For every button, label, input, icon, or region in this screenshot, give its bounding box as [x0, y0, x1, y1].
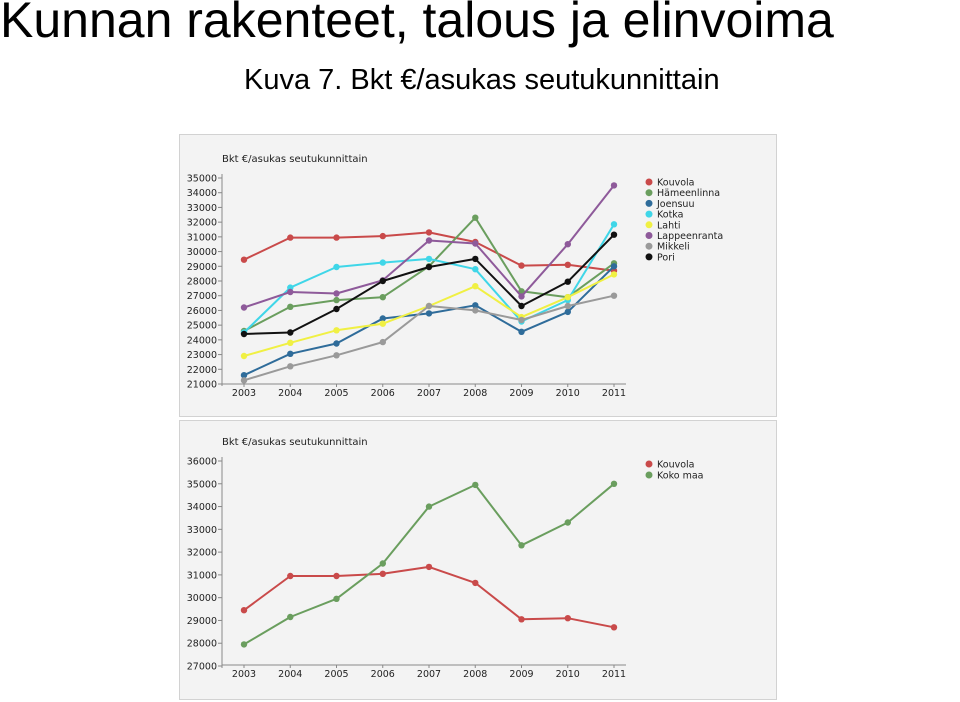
data-point-lahti	[565, 294, 571, 300]
x-tick-label: 2009	[509, 669, 534, 680]
data-point-pori	[287, 329, 293, 335]
x-tick-label: 2007	[416, 388, 442, 399]
y-tick-label: 26000	[186, 305, 217, 317]
data-point-kouvola	[241, 257, 247, 263]
chart-title-0: Bkt €/asukas seutukunnittain	[222, 154, 368, 165]
data-point-pori	[380, 278, 386, 284]
data-point-joensuu	[287, 351, 293, 357]
data-point-kouvola	[287, 234, 293, 240]
slide-title: Kunnan rakenteet, talous ja elinvoima	[0, 0, 834, 48]
legend-label-kouvola: Kouvola	[657, 459, 695, 471]
x-tick-label: 2003	[231, 388, 257, 399]
data-point-kotka	[611, 221, 617, 227]
data-point-kotka	[472, 266, 478, 272]
data-point-kouvola	[426, 229, 432, 235]
y-tick-label: 21000	[186, 379, 217, 391]
data-point-lappeenranta	[333, 290, 339, 296]
data-point-koko-maa	[241, 641, 247, 647]
data-point-kouvola	[426, 564, 432, 570]
data-point-hameenlinna	[287, 304, 293, 310]
x-tick-label: 2011	[601, 388, 627, 399]
data-point-koko-maa	[518, 542, 524, 548]
legend-label-hameenlinna: Hämeenlinna	[657, 188, 721, 200]
data-point-lahti	[287, 340, 293, 346]
data-point-pori	[241, 331, 247, 337]
data-point-kouvola	[518, 262, 524, 268]
data-point-kouvola	[518, 616, 524, 622]
data-point-kotka	[380, 259, 386, 265]
data-point-joensuu	[426, 310, 432, 316]
legend-marker-mikkeli	[646, 243, 653, 250]
legend-label-koko-maa: Koko maa	[657, 470, 704, 482]
data-point-pori	[333, 306, 339, 312]
y-tick-label: 28000	[186, 276, 217, 288]
legend-marker-pori	[646, 253, 653, 260]
legend-label-kotka: Kotka	[657, 209, 684, 221]
data-point-mikkeli	[380, 339, 386, 345]
data-point-mikkeli	[611, 293, 617, 299]
series-line-lappeenranta	[244, 185, 614, 307]
data-point-koko-maa	[380, 560, 386, 566]
data-point-pori	[518, 303, 524, 309]
data-point-pori	[426, 264, 432, 270]
legend-label-lahti: Lahti	[657, 220, 681, 232]
y-tick-label: 33000	[186, 524, 217, 536]
legend-marker-joensuu	[646, 200, 653, 207]
data-point-hameenlinna	[380, 294, 386, 300]
y-tick-label: 27000	[186, 661, 217, 673]
y-tick-label: 22000	[186, 364, 217, 376]
legend-label-mikkeli: Mikkeli	[657, 241, 690, 253]
x-tick-label: 2004	[278, 388, 303, 399]
data-point-lappeenranta	[426, 237, 432, 243]
data-point-joensuu	[611, 263, 617, 269]
data-point-hameenlinna	[472, 215, 478, 221]
legend-label-pori: Pori	[657, 252, 675, 264]
data-point-pori	[472, 256, 478, 262]
data-point-mikkeli	[518, 317, 524, 323]
data-point-kotka	[333, 264, 339, 270]
y-tick-label: 33000	[186, 202, 217, 214]
data-point-kouvola	[380, 571, 386, 577]
x-tick-label: 2009	[509, 388, 534, 399]
y-tick-label: 32000	[186, 217, 217, 229]
data-point-mikkeli	[565, 303, 571, 309]
data-point-joensuu	[565, 309, 571, 315]
data-point-mikkeli	[241, 377, 247, 383]
legend-label-joensuu: Joensuu	[657, 198, 695, 210]
y-tick-label: 35000	[186, 173, 217, 185]
x-tick-label: 2010	[555, 669, 580, 680]
data-point-koko-maa	[565, 519, 571, 525]
data-point-kouvola	[287, 573, 293, 579]
data-point-lahti	[333, 327, 339, 333]
y-tick-label: 23000	[186, 350, 217, 362]
x-tick-label: 2010	[555, 388, 580, 399]
data-point-pori	[565, 279, 571, 285]
y-tick-label: 29000	[186, 261, 217, 273]
data-point-kouvola	[380, 233, 386, 239]
x-tick-label: 2003	[231, 669, 257, 680]
data-point-lappeenranta	[611, 182, 617, 188]
chart-panel-kouvola-vs-country	[179, 420, 777, 700]
data-point-lappeenranta	[472, 240, 478, 246]
x-tick-label: 2005	[324, 388, 349, 399]
y-tick-label: 36000	[186, 456, 217, 468]
data-point-koko-maa	[611, 481, 617, 487]
x-tick-label: 2005	[324, 669, 349, 680]
data-point-lahti	[611, 271, 617, 277]
y-tick-label: 24000	[186, 335, 217, 347]
data-point-joensuu	[333, 340, 339, 346]
y-tick-label: 35000	[186, 479, 217, 491]
data-point-lappeenranta	[518, 293, 524, 299]
data-point-kouvola	[611, 624, 617, 630]
y-tick-label: 34000	[186, 502, 217, 514]
data-point-koko-maa	[333, 596, 339, 602]
x-tick-label: 2004	[278, 669, 303, 680]
x-tick-label: 2006	[370, 388, 395, 399]
legend-marker-lappeenranta	[646, 232, 653, 239]
y-tick-label: 31000	[186, 232, 217, 244]
data-point-koko-maa	[287, 614, 293, 620]
data-point-kouvola	[565, 615, 571, 621]
x-tick-label: 2008	[463, 388, 488, 399]
data-point-koko-maa	[426, 503, 432, 509]
data-point-kouvola	[472, 580, 478, 586]
data-point-kouvola	[333, 573, 339, 579]
data-point-mikkeli	[333, 352, 339, 358]
legend-marker-kouvola	[646, 461, 653, 468]
legend-marker-lahti	[646, 221, 653, 228]
chart-title-1: Bkt €/asukas seutukunnittain	[222, 437, 368, 448]
data-point-lappeenranta	[565, 241, 571, 247]
x-tick-label: 2007	[416, 669, 442, 680]
legend-label-lappeenranta: Lappeenranta	[657, 231, 724, 242]
y-tick-label: 25000	[186, 320, 217, 332]
data-point-koko-maa	[472, 482, 478, 488]
data-point-kouvola	[565, 262, 571, 268]
data-point-mikkeli	[287, 363, 293, 369]
data-point-hameenlinna	[333, 297, 339, 303]
y-tick-label: 30000	[186, 593, 217, 605]
data-point-mikkeli	[426, 303, 432, 309]
data-point-lahti	[472, 283, 478, 289]
series-line-kouvola	[244, 567, 614, 627]
legend-marker-hameenlinna	[646, 189, 653, 196]
chart-panel-regions	[179, 134, 777, 417]
data-point-lappeenranta	[241, 304, 247, 310]
x-tick-label: 2011	[601, 669, 627, 680]
data-point-kouvola	[241, 607, 247, 613]
legend-marker-koko-maa	[646, 472, 653, 479]
data-point-kotka	[426, 256, 432, 262]
y-tick-label: 27000	[186, 291, 217, 303]
data-point-lappeenranta	[287, 289, 293, 295]
legend-label-kouvola: Kouvola	[657, 177, 695, 189]
data-point-joensuu	[518, 329, 524, 335]
x-tick-label: 2008	[463, 669, 488, 680]
data-point-lahti	[380, 321, 386, 327]
line-chart-kouvola-vs-country	[180, 421, 776, 699]
line-chart-regions	[180, 135, 776, 416]
data-point-kouvola	[333, 234, 339, 240]
data-point-lahti	[241, 353, 247, 359]
y-tick-label: 29000	[186, 615, 217, 627]
data-point-mikkeli	[472, 307, 478, 313]
y-tick-label: 28000	[186, 638, 217, 650]
x-tick-label: 2006	[370, 669, 395, 680]
legend-marker-kotka	[646, 211, 653, 218]
y-tick-label: 31000	[186, 570, 217, 582]
y-tick-label: 34000	[186, 188, 217, 200]
legend-marker-kouvola	[646, 179, 653, 186]
data-point-pori	[611, 232, 617, 238]
y-tick-label: 30000	[186, 247, 217, 259]
figure-caption: Kuva 7. Bkt €/asukas seutukunnittain	[244, 64, 720, 96]
y-tick-label: 32000	[186, 547, 217, 559]
